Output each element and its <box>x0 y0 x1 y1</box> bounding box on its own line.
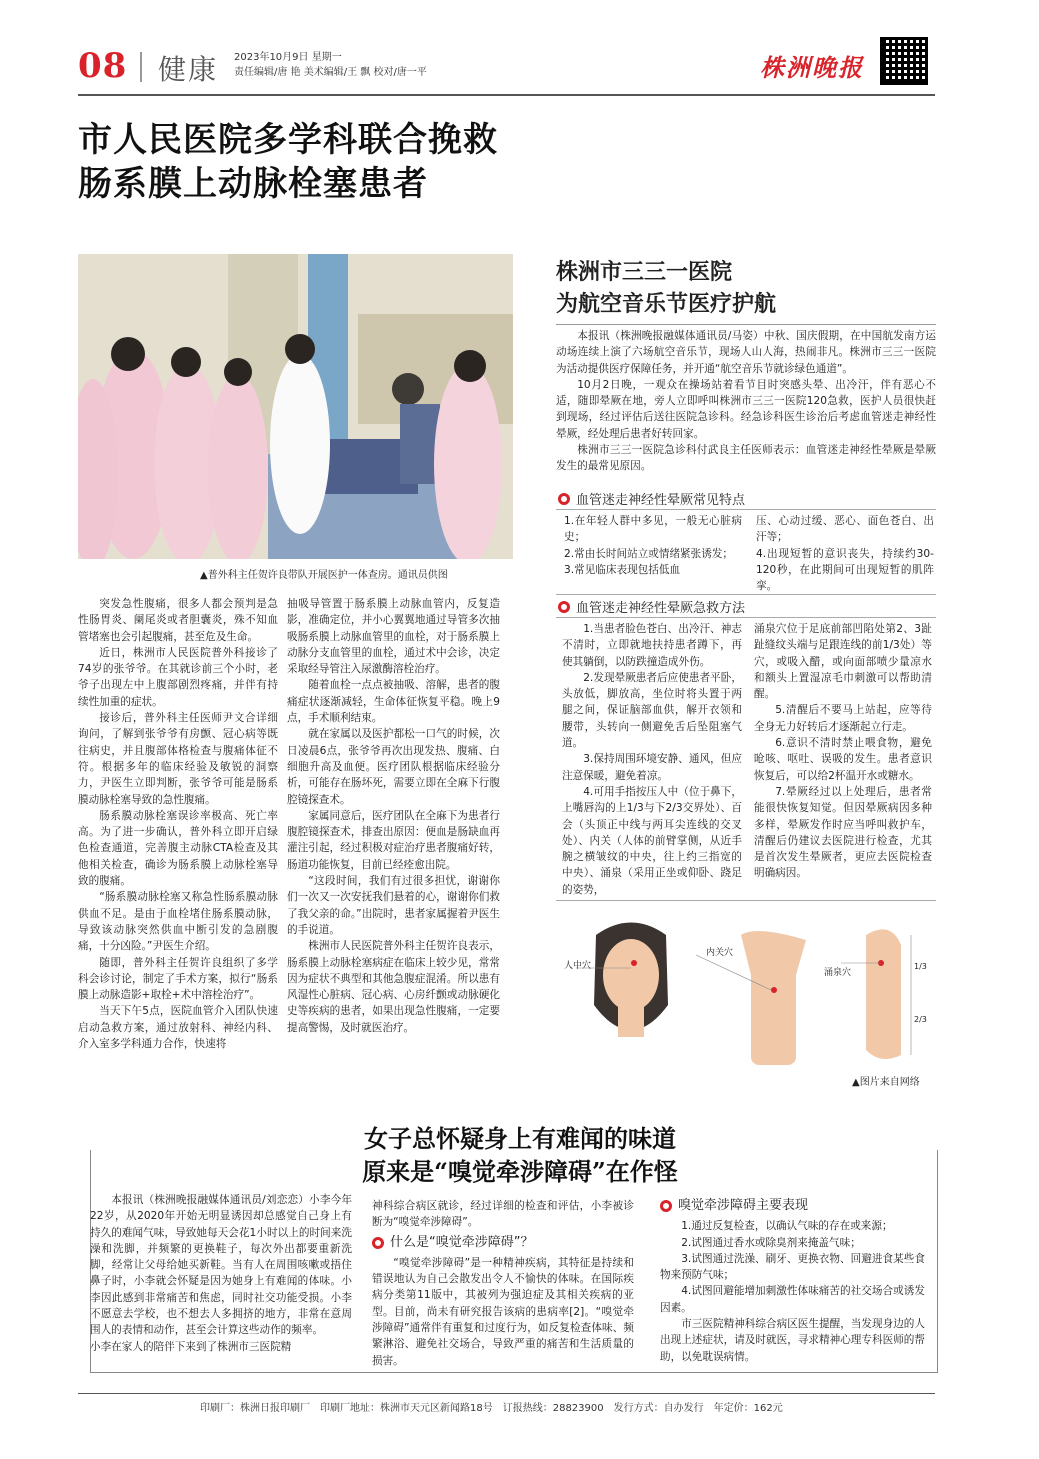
paragraph: 突发急性腹痛，很多人都会预判是急性肠胃炎、阑尾炎或者胆囊炎，殊不知血管堵塞也会引起腹痛，甚至危及生命。 <box>78 598 278 643</box>
paragraph: “这段时间，我们有过很多担忧，谢谢你们一次又一次安抚我们悬着的心，谢谢你们救了我父亲的命。”出院时，患者家属握着尹医生的手说道。 <box>287 875 500 936</box>
header-meta <box>234 50 427 80</box>
first-aid-right <box>754 621 932 882</box>
paragraph: 当天下午5点，医院血管介入团队快速启动急救方案，通过放射科、神经内科、介入室多学科通力合作，快速将 <box>78 1005 278 1051</box>
paragraph: 10月2日晚，一观众在操场站着看节目时突感头晕、出冷汗，伴有恶心不适，随即晕厥在地，旁人立即呼叫株洲市三三一医院120急救，医护人员很快赶到现场，经过评估后送往医院急诊科。经急诊科医生诊治后考虑血管迷走神经性晕厥，经处理后患者好转回家。 <box>556 378 936 440</box>
bullet-circle-icon <box>660 1200 672 1212</box>
subhead-first-aid-label: 血管迷走神经性晕厥急救方法 <box>576 601 746 616</box>
paragraph: 接诊后，普外科主任医师尹文合详细询问，了解到张爷爷有房颤、冠心病等既往病史，并且腹部体格检查与腹痛体征不符。根据多年的临床经验及敏锐的洞察力，尹医生立即判断，张爷爷可能是肠系膜动脉栓塞导致的急性腹痛。 <box>78 712 278 806</box>
label-yongquan: 涌泉穴 <box>824 968 852 978</box>
label-renzhong: 人中穴 <box>564 961 592 971</box>
list-item: 4.试图回避能增加刺激性体味痛苦的社交场合或诱发因素。 <box>660 1285 925 1314</box>
subhead-first-aid <box>558 597 745 616</box>
main-headline-line1: 市人民医院多学科联合挽救 <box>78 120 498 160</box>
header-divider <box>140 52 142 82</box>
paragraph: 市三医院精神科综合病区医生提醒，当发现身边的人出现上述症状，请及时就医，寻求精神心理专科医师的帮助，以免耽误病情。 <box>660 1318 925 1363</box>
paragraph: “肠系膜动脉栓塞又称急性肠系膜动脉供血不足。是由于血栓堵住肠系膜动脉，导致该动脉突然供血中断引发的急剧腹痛，十分凶险。”尹医生介绍。 <box>78 891 278 953</box>
header-rule <box>78 94 935 96</box>
subhead-symptoms-label: 嗅觉牵涉障碍主要表现 <box>678 1198 809 1213</box>
paragraph: 3.保持周围环境安静、通风，但应注意保暖，避免着凉。 <box>562 753 742 782</box>
newspaper-logo: 株洲晚报 <box>760 53 864 82</box>
side-title-line2: 为航空音乐节医疗护航 <box>556 291 777 317</box>
qr-code-icon <box>880 37 928 85</box>
first-aid-box <box>556 617 936 901</box>
bottom-title-line2: 原来是“嗅觉牵涉障碍”在作怪 <box>362 1157 678 1186</box>
bullet-circle-icon <box>558 493 570 505</box>
paragraph: 本报讯（株洲晚报融媒体通讯员/马姿）中秋、国庆假期，在中国航发南方运动场连续上演了六场航空音乐节，现场人山人海，热闹非凡。株洲市三三一医院为活动提供医疗保障任务，并开通“航空音乐节就诊绿色通道”。 <box>556 330 936 375</box>
section-name: 健康 <box>158 53 219 86</box>
paragraph: 株洲市人民医院普外科主任贺许良表示，肠系膜上动脉栓塞病症在临床上较少见，常常因为症状不典型和其他急腹症混淆。所以患有风湿性心脏病、冠心病、心房纤颤或动脉硬化史等疾病的患者，如果出现急性腹痛，一定要提高警惕，及时就医治疗。 <box>287 940 500 1034</box>
paragraph: 4.可用手指按压人中（位于鼻下，上嘴唇沟的上1/3与下2/3交界处）、百会（头顶正中线与两耳尖连线的交叉处）、内关（人体的前臂掌侧，从近手腕之横皱纹的中央，往上约三指宽的中央）、涌泉（采用正坐或仰卧、跷足的姿势， <box>562 785 742 896</box>
paragraph: 随即，普外科主任贺许良组织了多学科会诊讨论，制定了手术方案，拟行“肠系膜上动脉造影+取栓+术中溶栓治疗”。 <box>78 956 278 1002</box>
paragraph: 家属同意后，医疗团队在全麻下为患者行腹腔镜探查术，排查出原因：便血是肠缺血再灌注引起，经过积极对症治疗患者腹痛好转，肠道功能恢复，目前已经痊愈出院。 <box>287 809 500 871</box>
paragraph: 近日，株洲市人民医院普外科接诊了74岁的张爷爷。在其就诊前三个小时，老爷子出现左中上腹部剧烈疼痛，并伴有持续性加重的症状。 <box>78 646 278 708</box>
label-neiguan: 内关穴 <box>706 948 734 958</box>
paragraph: 1.当患者脸色苍白、出冷汗、神志不清时，立即就地扶持患者蹲下，再使其躺倒，以防跌撞造成外伤。 <box>562 623 742 668</box>
subhead-what-is <box>372 1235 634 1251</box>
acupoint-illustration <box>556 915 936 1065</box>
header-date: 2023年10月9日 星期一 <box>234 52 342 63</box>
list-item: 2.试图通过香水或除臭剂来掩盖气味； <box>681 1236 861 1249</box>
paragraph: 抽吸导管置于肠系膜上动脉血管内，反复造影，准确定位，并小心翼翼地通过导管多次抽吸肠系膜上动脉血管里的血栓，对于肠系膜上动脉分支血管里的血栓，通过术中会诊，决定采取经导管注入尿激酶溶栓治疗。 <box>287 598 500 676</box>
first-aid-left <box>562 621 742 898</box>
side-article-intro <box>556 328 936 475</box>
paragraph: 6.意识不清时禁止喂食物，避免呛咳、呕吐、误吸的发生。患者意识恢复后，可以给2杯温开水或糖水。 <box>754 737 932 782</box>
list-item: 1.通过反复检查，以确认气味的存在或来源； <box>681 1220 893 1233</box>
features-right: 压、心动过缓、恶心、面色苍白、出汗等； 4.出现短暂的意识丧失，持续约30-120秒，在此期间可出现短暂的肌阵挛。 <box>756 515 934 593</box>
paragraph: 5.清醒后不要马上站起，应等待全身无力好转后才逐渐起立行走。 <box>754 704 932 733</box>
subhead-symptoms <box>660 1198 925 1214</box>
list-item: 3.试图通过洗澡、刷牙、更换衣物、回避进食某些食物来预防气味； <box>660 1252 925 1282</box>
paragraph: 7.晕厥经过以上处理后，患者常能很快恢复知觉。但因晕厥病因多种多样，晕厥发作时应当呼叫救护车，清醒后仍建议去医院进行检查，尤其是首次发生晕厥者，更应去医院检查明确病因。 <box>754 785 932 880</box>
bottom-title-line1: 女子总怀疑身上有难闻的味道 <box>364 1124 676 1153</box>
subhead-features <box>558 489 745 508</box>
main-headline <box>78 118 498 206</box>
footer-info: 印刷厂：株洲日报印刷厂 印刷厂地址：株洲市天元区新闻路18号 订报热线：28823900 发行方式：自办发行 年定价：162元 <box>200 1403 783 1414</box>
side-article-title <box>556 256 776 320</box>
bottom-article-column-3 <box>660 1198 925 1365</box>
header-editors: 责任编辑/唐 艳 美术编辑/王 飘 校对/唐一平 <box>234 67 427 78</box>
bottom-article-column-1: 本报讯（株洲晚报融媒体通讯员/刘恋恋）小李今年22岁，从2020年开始无明显诱因却总感觉自己身上有持久的难闻气味，导致她每天会花1小时以上的时间来洗澡和洗脚，并频繁的更换鞋子，每次外出都要重新洗脚，经常让父母给她买新鞋。当有人在周围咳嗽或捂住鼻子时，小李就会怀疑是因为她身上有难闻的体味。小李因此感到非常痛苦和焦虑，同时社交功能受损。小李不愿意去学校，也不想去人多拥挤的地方，非常在意周围人的表情和动作，甚至会计算这些动作的频率。 小李在家人的陪伴下来到了株洲市三医院精 <box>90 1194 352 1353</box>
main-article-column-1 <box>78 596 278 1052</box>
features-left: 1.在年轻人群中多见，一般无心脏病史； 2.常由长时间站立或情绪紧张诱发； 3.常见临床表现包括低血 <box>564 515 742 576</box>
features-box <box>556 509 936 595</box>
bottom-article-title <box>200 1122 840 1188</box>
paragraph: 涌泉穴位于足底前部凹陷处第2、3趾趾缝纹头端与足跟连线的前1/3处）等穴，或吸入醋，或向面部喷少量凉水和额头上置湿凉毛巾刺激可以帮助清醒。 <box>754 623 932 701</box>
subhead-features-label: 血管迷走神经性晕厥常见特点 <box>576 493 746 508</box>
label-one-third: 1/3 <box>914 962 927 971</box>
paragraph: “嗅觉牵涉障碍”是一种精神疾病，其特征是持续和错误地认为自己会散发出令人不愉快的体味。在国际疾病分类第11版中，其被列为强迫症及其相关疾病的亚型。目前，尚未有研究报告该病的患病率[2]。“嗅觉牵涉障碍”通常伴有重复和过度行为，如反复检查体味、频繁淋浴、避免社交场合，导致严重的痛苦和生活质量的损害。 <box>372 1256 634 1367</box>
bullet-circle-icon <box>372 1237 384 1249</box>
label-two-thirds: 2/3 <box>914 1015 927 1024</box>
paragraph: 株洲市三三一医院急诊科付武良主任医师表示：血管迷走神经性晕厥是晕厥发生的最常见原因。 <box>556 444 936 473</box>
main-headline-line2: 肠系膜上动脉栓塞患者 <box>78 164 428 204</box>
ward-round-photo <box>78 254 513 559</box>
figure-credit: ▲图片来自网络 <box>852 1077 920 1088</box>
paragraph: 肠系膜动脉栓塞误诊率极高、死亡率高。为了进一步确认，普外科立即开启绿色检查通道，完善腹主动脉CTA检查及其他相关检查，确诊为肠系膜上动脉栓塞导致的腹痛。 <box>78 809 278 888</box>
paragraph: 随着血栓一点点被抽吸、溶解，患者的腹痛症状逐渐减轻，生命体征恢复平稳。晚上9点，手术顺利结束。 <box>287 679 500 725</box>
bullet-circle-icon <box>558 601 570 613</box>
footer-rule <box>78 1393 935 1394</box>
page-number: 08 <box>78 46 128 86</box>
paragraph: 2.发现晕厥患者后应使患者平卧，头放低，脚放高，坐位时将头置于两腿之间，保证脑部血供，解开衣领和腰带，头转向一侧避免舌后坠阻塞气道。 <box>562 671 742 750</box>
photo-caption: ▲普外科主任贺许良带队开展医护一体查房。通讯员供图 <box>200 570 448 581</box>
side-title-rule <box>556 324 936 325</box>
bottom-article-column-2 <box>372 1198 634 1369</box>
paragraph: 神科综合病区就诊，经过详细的检查和评估，小李被诊断为“嗅觉牵涉障碍”。 <box>372 1200 634 1229</box>
subhead-what-is-label: 什么是“嗅觉牵涉障碍”？ <box>390 1234 534 1250</box>
paragraph: 就在家属以及医护都松一口气的时候，次日凌晨6点，张爷爷再次出现发热、腹痛、白细胞升高及血便。医疗团队根据临床经验分析，可能存在肠坏死，需要立即在全麻下行腹腔镜探查术。 <box>287 728 500 806</box>
main-article-column-2 <box>287 596 500 1036</box>
side-title-line1: 株洲市三三一医院 <box>556 259 733 285</box>
